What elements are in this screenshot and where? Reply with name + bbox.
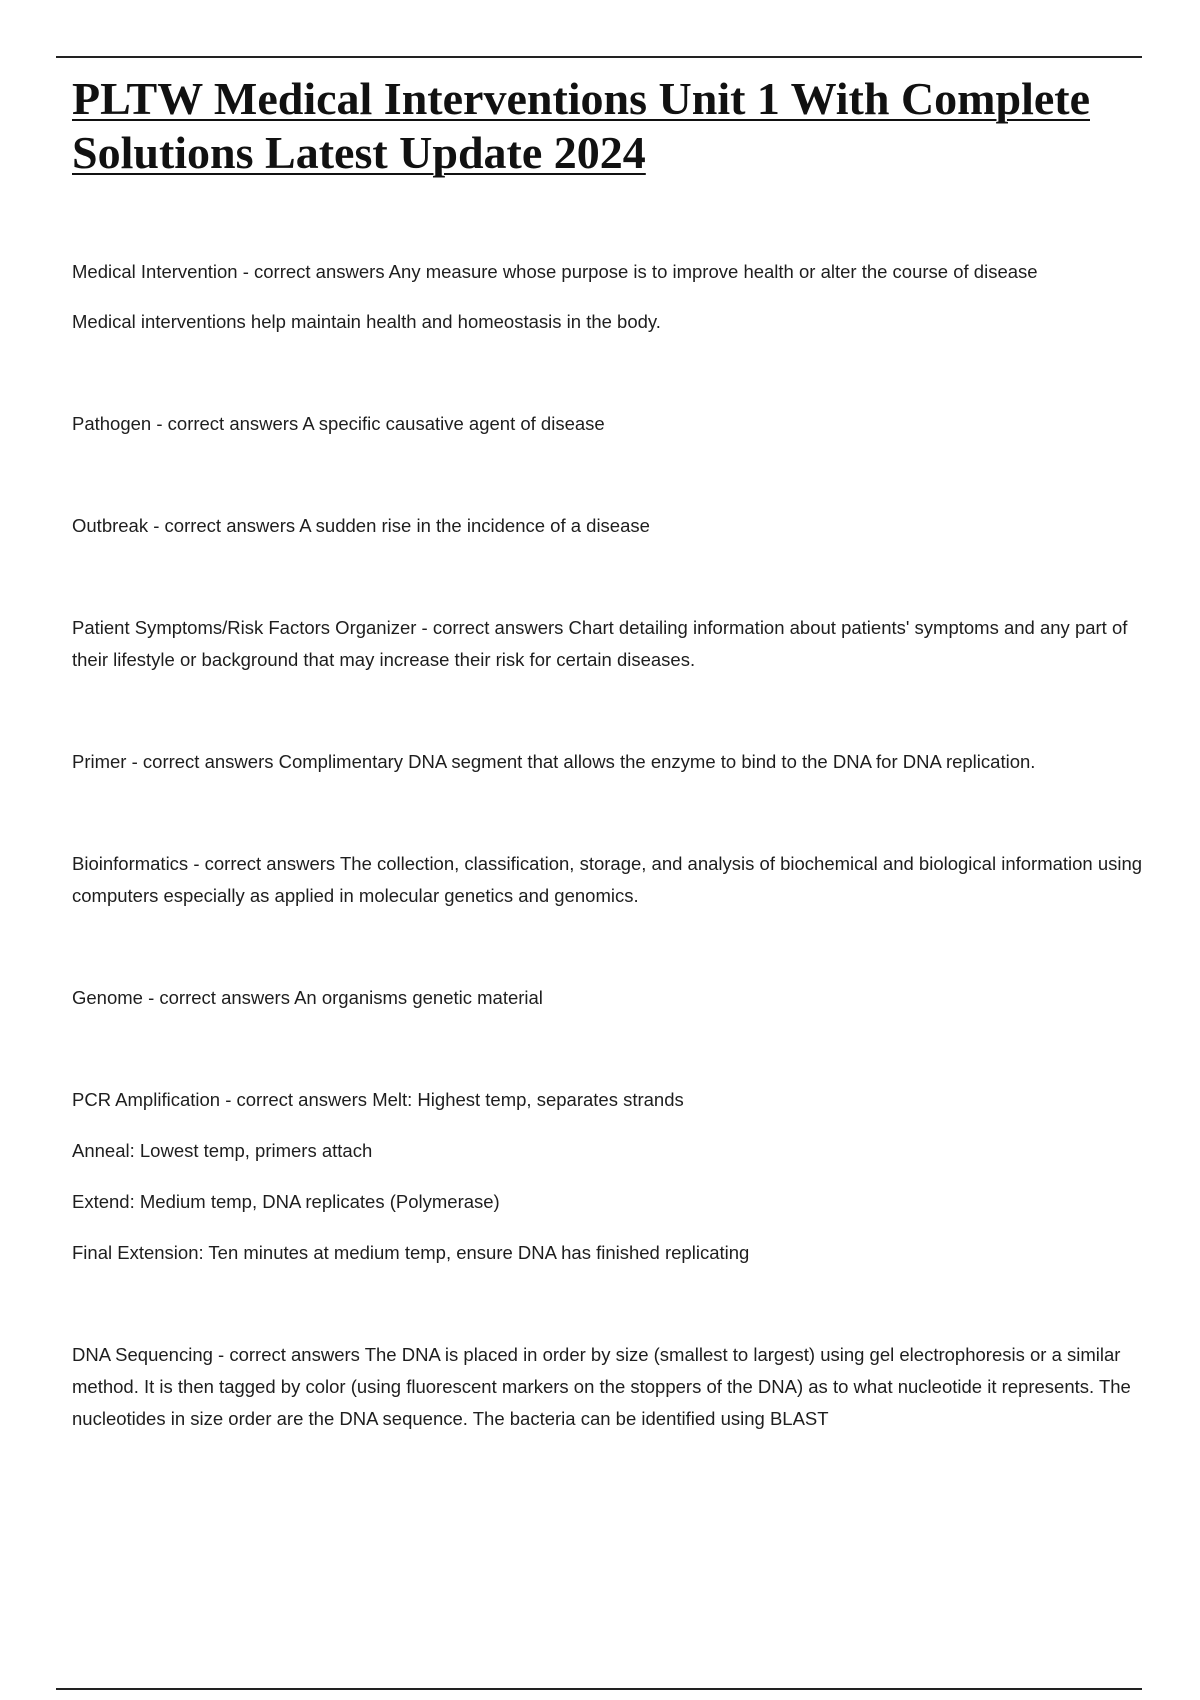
entry-paragraph: Final Extension: Ten minutes at medium temp, ensure DNA has finished replicating <box>72 1242 750 1263</box>
entry-paragraph: Outbreak - correct answers A sudden rise in the incidence of a disease <box>72 515 650 536</box>
entry-paragraph: DNA Sequencing - correct answers The DNA is placed in order by size (smallest to largest) using gel electrophoresis or a similar method. It is then tagged by color (using fluorescent markers on the stoppers of the DNA) as to what nucleotide it represents. The nucleotides in size order are the DNA sequence. The bacteria can be identified using BLAST <box>72 1344 1131 1429</box>
entry-paragraph: Genome - correct answers An organisms genetic material <box>72 987 543 1008</box>
entry-patient-symptoms <box>72 612 1152 676</box>
entry-paragraph: Medical interventions help maintain health and homeostasis in the body. <box>72 311 661 332</box>
entry-list <box>72 256 1152 1435</box>
entry-medical-intervention <box>72 256 1152 338</box>
entry-paragraph: Bioinformatics - correct answers The collection, classification, storage, and analysis of biochemical and biological information using computers especially as applied in molecular genetics and genomics. <box>72 853 1143 906</box>
bottom-divider <box>56 1688 1142 1690</box>
entry-paragraph: Extend: Medium temp, DNA replicates (Polymerase) <box>72 1191 500 1212</box>
entry-paragraph: Medical Intervention - correct answers Any measure whose purpose is to improve health or alter the course of disease <box>72 261 1038 282</box>
entry-paragraph: Patient Symptoms/Risk Factors Organizer - correct answers Chart detailing information about patients' symptoms and any part of their lifestyle or background that may increase their risk for certain diseases. <box>72 617 1128 670</box>
entry-paragraph: Anneal: Lowest temp, primers attach <box>72 1140 373 1161</box>
document-page <box>72 72 1152 1505</box>
entry-pathogen <box>72 408 1152 440</box>
entry-genome <box>72 982 1152 1014</box>
entry-paragraph: Pathogen - correct answers A specific causative agent of disease <box>72 413 605 434</box>
top-divider <box>56 56 1142 58</box>
entry-dna-sequencing <box>72 1339 1152 1435</box>
entry-bioinformatics <box>72 848 1152 912</box>
entry-pcr-amplification <box>72 1084 1152 1269</box>
entry-paragraph: Primer - correct answers Complimentary DNA segment that allows the enzyme to bind to the DNA for DNA replication. <box>72 751 1036 772</box>
entry-outbreak <box>72 510 1152 542</box>
entry-primer <box>72 746 1152 778</box>
entry-paragraph: PCR Amplification - correct answers Melt: Highest temp, separates strands <box>72 1089 684 1110</box>
document-title: PLTW Medical Interventions Unit 1 With Complete Solutions Latest Update 2024 <box>72 73 1090 178</box>
